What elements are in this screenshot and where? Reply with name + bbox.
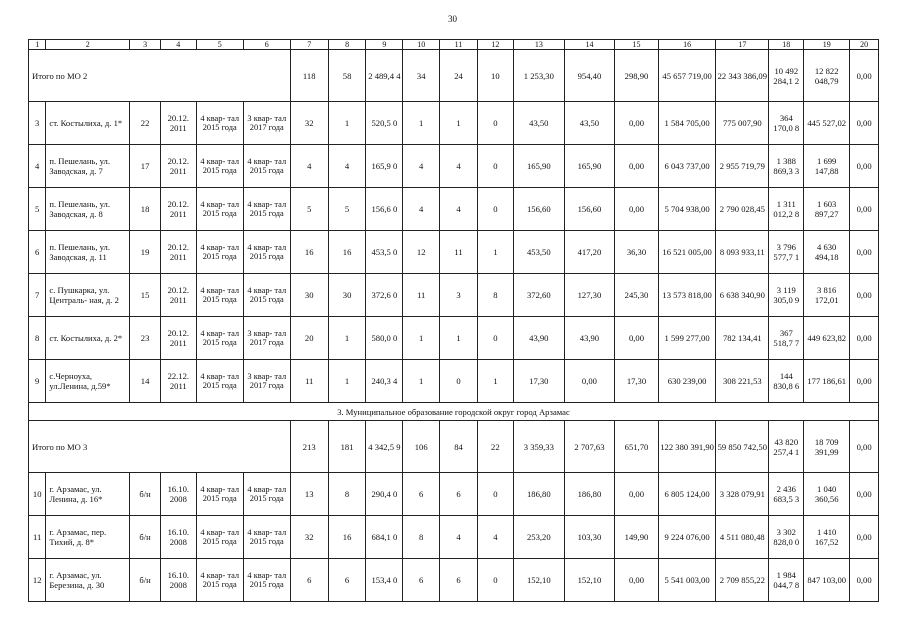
column-number: 18 [769, 40, 804, 50]
table-cell: 30 [328, 274, 366, 317]
table-cell: 1 410 167,52 [804, 516, 850, 559]
column-number: 16 [658, 40, 715, 50]
table-cell: 16.10. 2008 [160, 473, 196, 516]
table-cell: 58 [328, 50, 366, 102]
address-cell: ст. Костылиха, д. 1* [46, 102, 130, 145]
table-cell: 4 квар- тал 2015 года [243, 145, 290, 188]
table-cell: 4 квар- тал 2015 года [196, 360, 243, 403]
table-cell: 0 [477, 559, 513, 602]
header-row [29, 40, 879, 50]
table-cell: 30 [290, 274, 328, 317]
table-cell: 0,00 [850, 231, 879, 274]
column-number: 6 [243, 40, 290, 50]
table-cell: 4 [440, 188, 478, 231]
table-cell: 0,00 [850, 317, 879, 360]
table-cell: 152,10 [564, 559, 614, 602]
table-cell: 3 119 305,0 9 [769, 274, 804, 317]
table-cell: 2 707,63 [564, 421, 614, 473]
table-cell: 1 [477, 360, 513, 403]
table-cell: 32 [290, 102, 328, 145]
address-cell: п. Пешелань, ул. Заводская, д. 11 [46, 231, 130, 274]
table-cell: 372,60 [513, 274, 564, 317]
table-cell: 1 388 869,3 3 [769, 145, 804, 188]
table-cell: 34 [403, 50, 440, 102]
table-row [29, 317, 879, 360]
column-number: 1 [29, 40, 46, 50]
table-cell: 1 [328, 102, 366, 145]
table-cell: 630 239,00 [658, 360, 715, 403]
table-cell: 3 квар- тал 2017 года [243, 317, 290, 360]
column-number: 4 [160, 40, 196, 50]
table-cell: 13 [290, 473, 328, 516]
table-cell: 0,00 [850, 50, 879, 102]
address-cell: п. Пешелань, ул. Заводская, д. 7 [46, 145, 130, 188]
table-cell: 16 [328, 231, 366, 274]
table-cell: 6 [29, 231, 46, 274]
table-cell: 165,9 0 [366, 145, 403, 188]
table-cell: 6 043 737,00 [658, 145, 715, 188]
table-cell: 0,00 [615, 102, 659, 145]
table-cell: 2 436 683,5 3 [769, 473, 804, 516]
table-cell: 156,6 0 [366, 188, 403, 231]
table-cell: 152,10 [513, 559, 564, 602]
table-cell: 453,5 0 [366, 231, 403, 274]
table-cell: 6 [403, 559, 440, 602]
table-cell: 20.12. 2011 [160, 274, 196, 317]
table-cell: 5 [290, 188, 328, 231]
table-cell: 8 [403, 516, 440, 559]
table-cell: 0,00 [850, 516, 879, 559]
table-cell: 3 816 172,01 [804, 274, 850, 317]
table-cell: 782 134,41 [716, 317, 769, 360]
table-cell: 0 [440, 360, 478, 403]
table-cell: 0,00 [850, 188, 879, 231]
table-cell: 20.12. 2011 [160, 317, 196, 360]
table-cell: 4 квар- тал 2015 года [196, 473, 243, 516]
table-cell: 0,00 [615, 188, 659, 231]
table-cell: 59 850 742,50 [716, 421, 769, 473]
table-cell: 22.12. 2011 [160, 360, 196, 403]
housing-table [28, 39, 879, 602]
table-cell: 213 [290, 421, 328, 473]
table-cell: 4 квар- тал 2015 года [196, 231, 243, 274]
column-number: 11 [440, 40, 478, 50]
table-cell: 165,90 [513, 145, 564, 188]
table-cell: 290,4 0 [366, 473, 403, 516]
table-cell: 16 [328, 516, 366, 559]
column-number: 10 [403, 40, 440, 50]
table-cell: 118 [290, 50, 328, 102]
table-cell: 4 квар- тал 2015 года [196, 559, 243, 602]
table-cell: 4 квар- тал 2015 года [196, 102, 243, 145]
table-cell: 4 квар- тал 2015 года [243, 274, 290, 317]
column-number: 8 [328, 40, 366, 50]
section-title: 3. Муниципальное образование городской округ город Арзамас [29, 403, 879, 421]
table-cell: 8 [29, 317, 46, 360]
table-cell: 0,00 [615, 145, 659, 188]
table-cell: 775 007,90 [716, 102, 769, 145]
table-cell: 364 170,0 8 [769, 102, 804, 145]
table-cell: 1 311 012,2 8 [769, 188, 804, 231]
table-cell: 3 796 577,7 1 [769, 231, 804, 274]
table-cell: 5 [29, 188, 46, 231]
table-cell: 20 [290, 317, 328, 360]
table-cell: 1 [440, 317, 478, 360]
table-cell: 4 [403, 188, 440, 231]
table-cell: 847 103,00 [804, 559, 850, 602]
column-number: 13 [513, 40, 564, 50]
table-cell: 417,20 [564, 231, 614, 274]
table-cell: 103,30 [564, 516, 614, 559]
table-cell: 3 359,33 [513, 421, 564, 473]
table-cell: 177 186,61 [804, 360, 850, 403]
table-cell: 0 [477, 317, 513, 360]
table-cell: 20.12. 2011 [160, 188, 196, 231]
table-cell: б/н [130, 559, 161, 602]
table-cell: 24 [440, 50, 478, 102]
table-row [29, 473, 879, 516]
table-cell: 22 [477, 421, 513, 473]
table-cell: 144 830,8 6 [769, 360, 804, 403]
table-cell: 20.12. 2011 [160, 102, 196, 145]
table-row [29, 102, 879, 145]
table-cell: 16.10. 2008 [160, 516, 196, 559]
table-cell: 7 [29, 274, 46, 317]
table-cell: 186,80 [564, 473, 614, 516]
table-cell: 17,30 [513, 360, 564, 403]
table-cell: 4 квар- тал 2015 года [196, 516, 243, 559]
table-cell: 4 квар- тал 2015 года [243, 231, 290, 274]
table-cell: 8 093 933,11 [716, 231, 769, 274]
table-cell: 240,3 4 [366, 360, 403, 403]
table-row [29, 188, 879, 231]
table-cell: 1 584 705,00 [658, 102, 715, 145]
table-cell: 6 805 124,00 [658, 473, 715, 516]
table-cell: 0 [477, 102, 513, 145]
table-cell: 11 [290, 360, 328, 403]
table-cell: 43,50 [564, 102, 614, 145]
table-cell: 12 [403, 231, 440, 274]
table-cell: 1 [328, 360, 366, 403]
column-number: 3 [130, 40, 161, 50]
table-row [29, 145, 879, 188]
table-cell: 10 492 284,1 2 [769, 50, 804, 102]
table-cell: 20.12. 2011 [160, 231, 196, 274]
table-cell: 6 [440, 473, 478, 516]
table-cell: 0,00 [850, 559, 879, 602]
table-cell: 0 [477, 473, 513, 516]
table-cell: 5 [328, 188, 366, 231]
table-cell: 4 квар- тал 2015 года [243, 473, 290, 516]
table-cell: 8 [477, 274, 513, 317]
total-label: Итого по МО 3 [29, 421, 291, 473]
table-cell: 4 [328, 145, 366, 188]
table-cell: 20.12. 2011 [160, 145, 196, 188]
table-cell: 84 [440, 421, 478, 473]
table-cell: 19 [130, 231, 161, 274]
table-cell: 1 [403, 360, 440, 403]
table-cell: 6 [328, 559, 366, 602]
table-cell: 1 [440, 102, 478, 145]
table-cell: 0 [477, 145, 513, 188]
table-cell: 1 [403, 102, 440, 145]
address-cell: п. Пешелань, ул. Заводская, д. 8 [46, 188, 130, 231]
table-cell: 0 [477, 188, 513, 231]
table-cell: 22 [130, 102, 161, 145]
table-cell: 16 [290, 231, 328, 274]
total-row [29, 421, 879, 473]
table-row [29, 274, 879, 317]
table-cell: 6 638 340,90 [716, 274, 769, 317]
table-cell: 156,60 [564, 188, 614, 231]
total-label: Итого по МО 2 [29, 50, 291, 102]
table-cell: б/н [130, 516, 161, 559]
table-cell: 3 [29, 102, 46, 145]
table-cell: 684,1 0 [366, 516, 403, 559]
table-cell: 11 [29, 516, 46, 559]
table-cell: 8 [328, 473, 366, 516]
table-cell: 1 699 147,88 [804, 145, 850, 188]
table-cell: 11 [440, 231, 478, 274]
table-cell: 12 822 048,79 [804, 50, 850, 102]
table-cell: 186,80 [513, 473, 564, 516]
table-cell: 156,60 [513, 188, 564, 231]
table-cell: 4 квар- тал 2015 года [196, 188, 243, 231]
table-cell: 308 221,53 [716, 360, 769, 403]
table-cell: 2 709 855,22 [716, 559, 769, 602]
table-cell: 954,40 [564, 50, 614, 102]
table-cell: 0,00 [850, 360, 879, 403]
table-cell: 4 342,5 9 [366, 421, 403, 473]
column-number: 12 [477, 40, 513, 50]
table-cell: 1 603 897,27 [804, 188, 850, 231]
table-cell: 1 984 044,7 8 [769, 559, 804, 602]
address-cell: г. Арзамас, пер. Тихий, д. 8* [46, 516, 130, 559]
table-cell: 1 599 277,00 [658, 317, 715, 360]
table-cell: 17 [130, 145, 161, 188]
table-cell: 245,30 [615, 274, 659, 317]
table-cell: 6 [290, 559, 328, 602]
table-cell: 2 955 719,79 [716, 145, 769, 188]
table-cell: 253,20 [513, 516, 564, 559]
table-cell: 106 [403, 421, 440, 473]
table-cell: 9 224 076,00 [658, 516, 715, 559]
table-row [29, 231, 879, 274]
table-cell: 0,00 [850, 274, 879, 317]
address-cell: ст. Костылиха, д. 2* [46, 317, 130, 360]
table-cell: 4 630 494,18 [804, 231, 850, 274]
table-cell: 372,6 0 [366, 274, 403, 317]
table-cell: 36,30 [615, 231, 659, 274]
table-row [29, 516, 879, 559]
address-cell: с. Пушкарка, ул. Централь- ная, д. 2 [46, 274, 130, 317]
table-cell: 153,4 0 [366, 559, 403, 602]
table-cell: 22 343 386,09 [716, 50, 769, 102]
table-row [29, 559, 879, 602]
table-cell: б/н [130, 473, 161, 516]
table-cell: 651,70 [615, 421, 659, 473]
table-cell: 0,00 [850, 102, 879, 145]
table-cell: 4 [440, 145, 478, 188]
table-cell: 15 [130, 274, 161, 317]
table-cell: 520,5 0 [366, 102, 403, 145]
table-cell: 16 521 005,00 [658, 231, 715, 274]
table-cell: 4 квар- тал 2015 года [196, 145, 243, 188]
table-cell: 0,00 [850, 145, 879, 188]
table-cell: 4 квар- тал 2015 года [243, 516, 290, 559]
column-number: 15 [615, 40, 659, 50]
table-cell: 4 [477, 516, 513, 559]
table-cell: 5 541 003,00 [658, 559, 715, 602]
table-cell: 3 квар- тал 2017 года [243, 102, 290, 145]
column-number: 7 [290, 40, 328, 50]
table-cell: 6 [403, 473, 440, 516]
column-number: 20 [850, 40, 879, 50]
page-number: 30 [448, 14, 457, 24]
table-cell: 4 [403, 145, 440, 188]
table-cell: 4 квар- тал 2015 года [196, 317, 243, 360]
table-cell: 10 [477, 50, 513, 102]
table-cell: 149,90 [615, 516, 659, 559]
table-cell: 0,00 [615, 559, 659, 602]
table-cell: 445 527,02 [804, 102, 850, 145]
table-cell: 32 [290, 516, 328, 559]
table-cell: 0,00 [564, 360, 614, 403]
table-cell: 10 [29, 473, 46, 516]
table-cell: 4 511 080,48 [716, 516, 769, 559]
table-cell: 298,90 [615, 50, 659, 102]
table-cell: 127,30 [564, 274, 614, 317]
table-cell: 17,30 [615, 360, 659, 403]
table-cell: 4 [29, 145, 46, 188]
table-cell: 18 709 391,99 [804, 421, 850, 473]
table-cell: 4 квар- тал 2015 года [243, 559, 290, 602]
table-cell: 6 [440, 559, 478, 602]
table-cell: 23 [130, 317, 161, 360]
table-cell: 14 [130, 360, 161, 403]
table-cell: 3 квар- тал 2017 года [243, 360, 290, 403]
table-cell: 1 040 360,56 [804, 473, 850, 516]
table-cell: 12 [29, 559, 46, 602]
section-row [29, 403, 879, 421]
table-cell: 4 [440, 516, 478, 559]
total-row [29, 50, 879, 102]
table-cell: 45 657 719,00 [658, 50, 715, 102]
table-cell: 9 [29, 360, 46, 403]
table-cell: 3 [440, 274, 478, 317]
column-number: 14 [564, 40, 614, 50]
table-cell: 43,50 [513, 102, 564, 145]
column-number: 19 [804, 40, 850, 50]
table-cell: 2 489,4 4 [366, 50, 403, 102]
table-cell: 0,00 [615, 473, 659, 516]
table-cell: 4 [290, 145, 328, 188]
table-cell: 3 328 079,91 [716, 473, 769, 516]
table-cell: 43,90 [513, 317, 564, 360]
address-cell: г. Арзамас, ул. Березина, д. 30 [46, 559, 130, 602]
table-cell: 122 380 391,90 [658, 421, 715, 473]
table-cell: 1 [328, 317, 366, 360]
table-row [29, 360, 879, 403]
table-cell: 4 квар- тал 2015 года [196, 274, 243, 317]
table-cell: 43,90 [564, 317, 614, 360]
table-cell: 165,90 [564, 145, 614, 188]
table-cell: 11 [403, 274, 440, 317]
table-cell: 3 302 828,0 0 [769, 516, 804, 559]
table-cell: 43 820 257,4 1 [769, 421, 804, 473]
column-number: 5 [196, 40, 243, 50]
table-cell: 13 573 818,00 [658, 274, 715, 317]
address-cell: с.Черноуха, ул.Ленина, д.59* [46, 360, 130, 403]
column-number: 17 [716, 40, 769, 50]
table-cell: 1 [403, 317, 440, 360]
table-cell: 4 квар- тал 2015 года [243, 188, 290, 231]
table-cell: 2 790 028,45 [716, 188, 769, 231]
table-cell: 0,00 [850, 421, 879, 473]
address-cell: г. Арзамас, ул. Ленина, д. 16* [46, 473, 130, 516]
table-cell: 18 [130, 188, 161, 231]
column-number: 9 [366, 40, 403, 50]
table-cell: 0,00 [615, 317, 659, 360]
table-cell: 181 [328, 421, 366, 473]
table-cell: 453,50 [513, 231, 564, 274]
table-cell: 1 [477, 231, 513, 274]
column-number: 2 [46, 40, 130, 50]
table-cell: 0,00 [850, 473, 879, 516]
table-cell: 16.10. 2008 [160, 559, 196, 602]
table-cell: 449 623,82 [804, 317, 850, 360]
table-cell: 580,0 0 [366, 317, 403, 360]
table-cell: 1 253,30 [513, 50, 564, 102]
table-cell: 367 518,7 7 [769, 317, 804, 360]
table-cell: 5 704 938,00 [658, 188, 715, 231]
